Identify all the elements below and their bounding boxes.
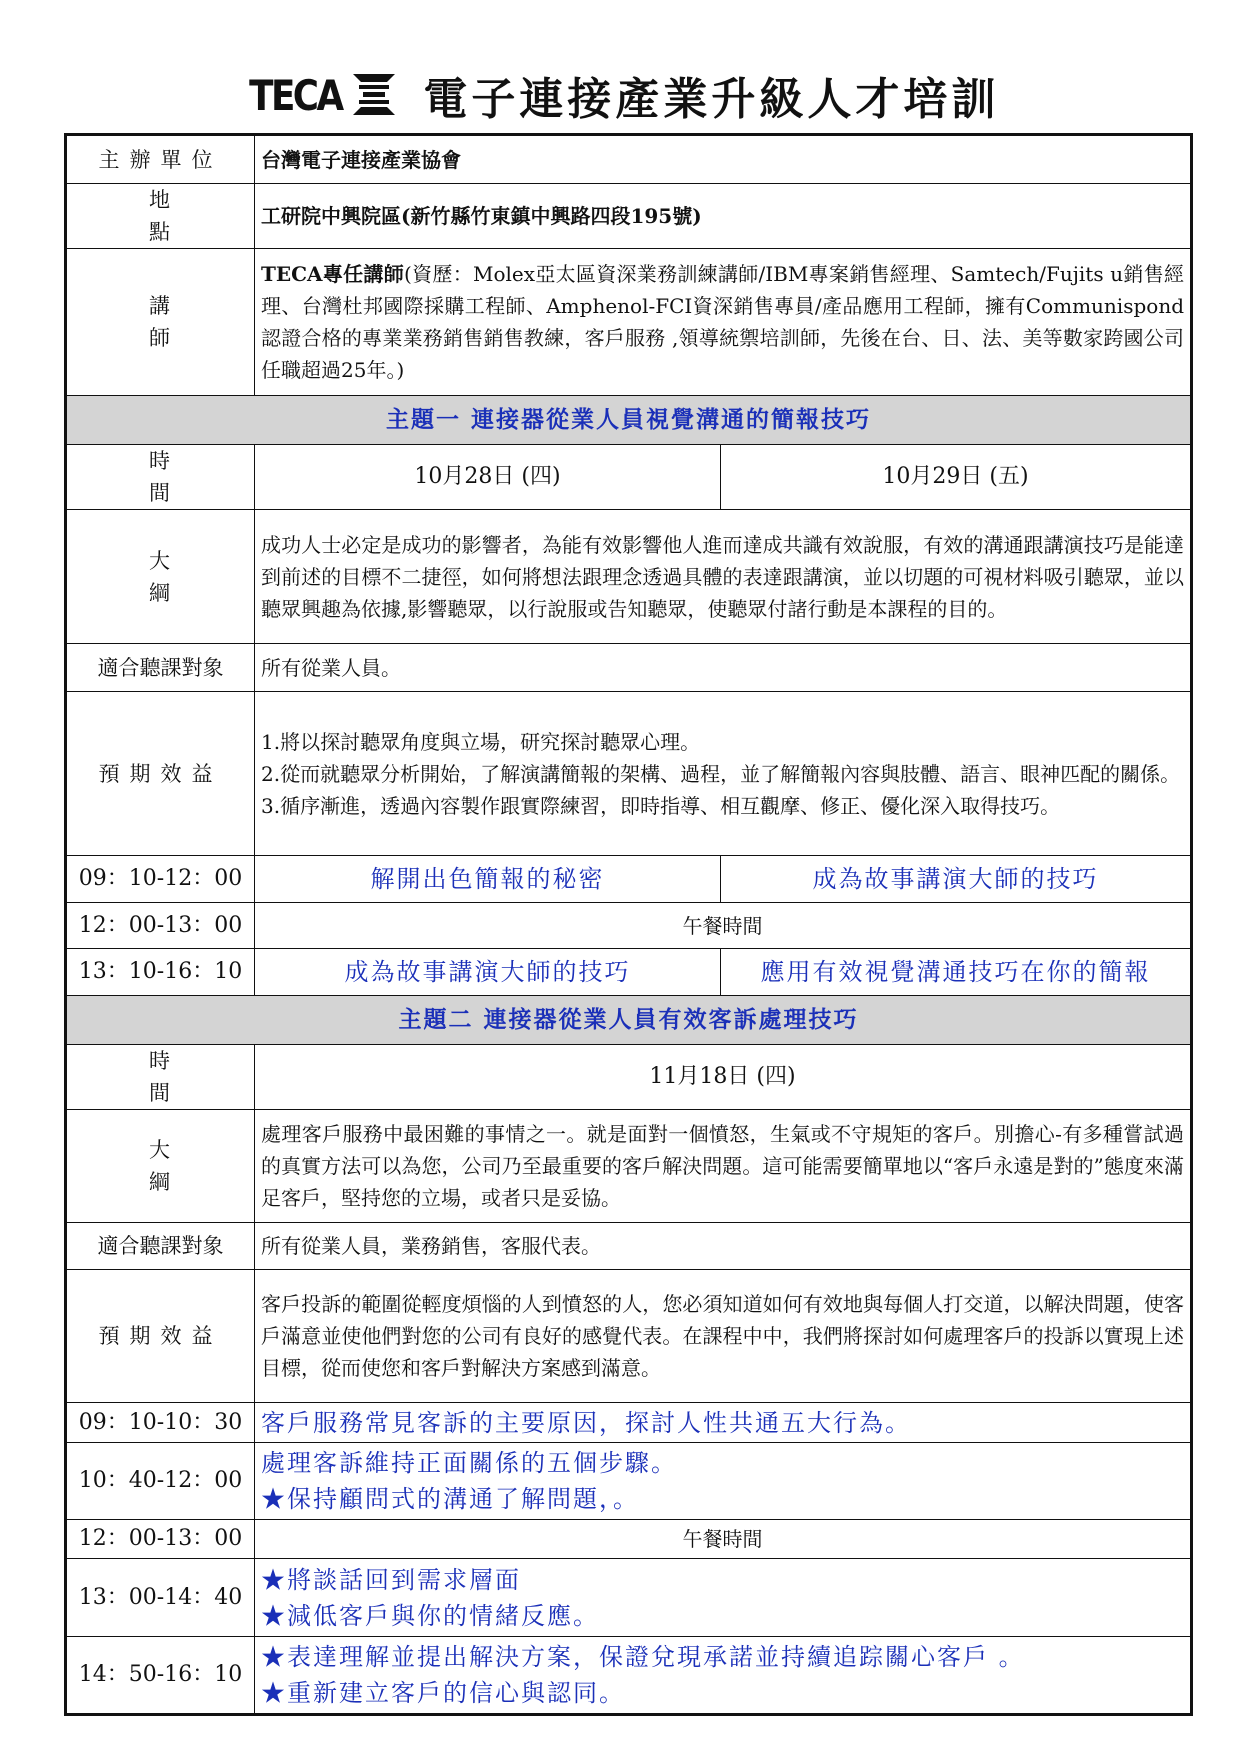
session-day2: 成為故事講演大師的技巧 — [721, 856, 1192, 903]
session-content — [255, 1559, 1192, 1637]
lecturer-label: 講 師 — [66, 249, 255, 396]
topic1-audience-label: 適合聽課對象 — [66, 644, 255, 692]
logo-text: TECA — [248, 70, 342, 120]
session-day2: 應用有效視覺溝通技巧在你的簡報 — [721, 949, 1192, 996]
location-value: 工研院中興院區(新竹縣竹東鎮中興路四段195號) — [255, 184, 1192, 249]
session-content — [255, 1403, 1192, 1443]
topic2-session-row — [66, 1403, 1192, 1443]
session-line: ★重新建立客戶的信心與認同。 — [261, 1679, 625, 1707]
lecturer-title: TECA專任講師 — [261, 262, 405, 286]
session-day1: 解開出色簡報的秘密 — [255, 856, 721, 903]
topic1-lunch-row — [66, 903, 1192, 949]
topic2-outline-row — [66, 1110, 1192, 1223]
topic1-date2: 10月29日 (五) — [721, 445, 1192, 510]
session-line: 處理客訴維持正面關係的五個步驟。 — [261, 1449, 677, 1477]
session-time: 10：40-12：00 — [66, 1443, 255, 1520]
topic1-outline: 成功人士必定是成功的影響者，為能有效影響他人進而達成共識有效說服，有效的溝通跟講演技巧是能達到前述的目標不二捷徑，如何將想法跟理念透過具體的表達跟講演，並以切題的可視材料吸引聽眾，並以聽眾興趣為依據,影響聽眾，以行說服或告知聽眾，使聽眾付諸行動是本課程的目的。 — [255, 510, 1192, 644]
topic2-title: 主題二 連接器從業人員有效客訴處理技巧 — [66, 996, 1192, 1045]
topic1-benefit-row — [66, 692, 1192, 856]
session-time: 13：10-16：10 — [66, 949, 255, 996]
topic1-outline-row — [66, 510, 1192, 644]
topic2-outline: 處理客戶服務中最困難的事情之一。就是面對一個憤怒，生氣或不守規矩的客戶。別擔心-有多種嘗試過的真實方法可以為您，公司乃至最重要的客戶解決問題。這可能需要簡單地以“客戶永遠是對的”態度來滿足客戶，堅持您的立場，或者只是妥協。 — [255, 1110, 1192, 1223]
topic2-session-row — [66, 1637, 1192, 1715]
session-content — [255, 1443, 1192, 1520]
lunch-time: 12：00-13：00 — [66, 903, 255, 949]
session-content — [255, 1637, 1192, 1715]
benefit-item: 1.將以探討聽眾角度與立場，研究探討聽眾心理。 — [261, 729, 701, 754]
topic2-time-label: 時 間 — [66, 1045, 255, 1110]
topic2-audience-label: 適合聽課對象 — [66, 1223, 255, 1270]
topic2-date-row — [66, 1045, 1192, 1110]
benefit-item: 3.循序漸進，透過內容製作跟實際練習，即時指導、相互觀摩、修正、優化深入取得技巧。 — [261, 793, 1061, 818]
topic1-session-row — [66, 949, 1192, 996]
topic1-benefit-label: 預期效益 — [66, 692, 255, 856]
topic2-header — [66, 996, 1192, 1045]
session-line: ★表達理解並提出解決方案，保證兌現承諾並持續追踪關心客戶 。 — [261, 1643, 1025, 1671]
topic2-benefit-label: 預期效益 — [66, 1270, 255, 1403]
session-time: 09：10-12：00 — [66, 856, 255, 903]
lecturer-detail: (資歷：Molex亞太區資深業務訓練講師/IBM專案銷售經理、Samtech/Fujits u銷售經理、台灣杜邦國際採購工程師、Amphenol-FCI資深銷售專員/產品應用工程師，擁有Communispond認證合格的專業業務銷售銷售教練，客戶服務 ,領導統禦培訓師，先後在台、日、法、美等數家跨國公司任職超過25年。) — [261, 262, 1185, 382]
session-time: 13：00-14：40 — [66, 1559, 255, 1637]
topic1-title: 主題一 連接器從業人員視覺溝通的簡報技巧 — [66, 396, 1192, 445]
organizer-row — [66, 135, 1192, 184]
page-title: 電子連接產業升級人才培訓 — [423, 74, 1000, 125]
topic2-date: 11月18日 (四) — [255, 1045, 1192, 1110]
session-line: ★將談話回到需求層面 — [261, 1565, 521, 1594]
topic2-session-row — [66, 1443, 1192, 1520]
benefit-item: 2.從而就聽眾分析開始，了解演講簡報的架構、過程，並了解簡報內容與肢體、語言、眼神匹配的關係。 — [261, 761, 1181, 786]
topic1-audience-row — [66, 644, 1192, 692]
topic1-date1: 10月28日 (四) — [255, 445, 721, 510]
topic1-time-label: 時 間 — [66, 445, 255, 510]
location-row — [66, 184, 1192, 249]
session-time: 14：50-16：10 — [66, 1637, 255, 1715]
session-line: ★保持顧問式的溝通了解問題，。 — [261, 1485, 639, 1513]
lunch-time: 12：00-13：00 — [66, 1520, 255, 1559]
course-table — [64, 133, 1193, 1716]
topic1-benefits — [255, 692, 1192, 856]
topic2-session-row — [66, 1559, 1192, 1637]
logo-mark-icon — [353, 72, 395, 118]
topic2-lunch-row — [66, 1520, 1192, 1559]
topic1-date-row — [66, 445, 1192, 510]
teca-logo — [241, 71, 396, 120]
topic1-header — [66, 396, 1192, 445]
topic1-session-row — [66, 856, 1192, 903]
location-label: 地 點 — [66, 184, 255, 249]
lunch-label: 午餐時間 — [255, 1520, 1192, 1559]
session-line: ★減低客戶與你的情緒反應。 — [261, 1601, 599, 1630]
topic1-outline-label: 大 綱 — [66, 510, 255, 644]
organizer-label: 主辦單位 — [66, 135, 255, 184]
session-line: 客戶服務常見客訴的主要原因，探討人性共通五大行為。 — [261, 1408, 911, 1437]
topic2-benefit: 客戶投訴的範圍從輕度煩惱的人到憤怒的人，您必須知道如何有效地與每個人打交道，以解決問題，使客戶滿意並使他們對您的公司有良好的感覺代表。在課程中中，我們將探討如何處理客戶的投訴以實現上述目標，從而使您和客戶對解決方案感到滿意。 — [255, 1270, 1192, 1403]
page-header — [0, 56, 1240, 134]
session-time: 09：10-10：30 — [66, 1403, 255, 1443]
topic2-audience-row — [66, 1223, 1192, 1270]
topic2-audience: 所有從業人員，業務銷售，客服代表。 — [255, 1223, 1192, 1270]
organizer-value: 台灣電子連接產業協會 — [255, 135, 1192, 184]
lunch-label: 午餐時間 — [255, 903, 1192, 949]
topic2-outline-label: 大 綱 — [66, 1110, 255, 1223]
topic1-audience: 所有從業人員。 — [255, 644, 1192, 692]
topic2-benefit-row — [66, 1270, 1192, 1403]
lecturer-row — [66, 249, 1192, 396]
lecturer-value — [255, 249, 1192, 396]
session-day1: 成為故事講演大師的技巧 — [255, 949, 721, 996]
